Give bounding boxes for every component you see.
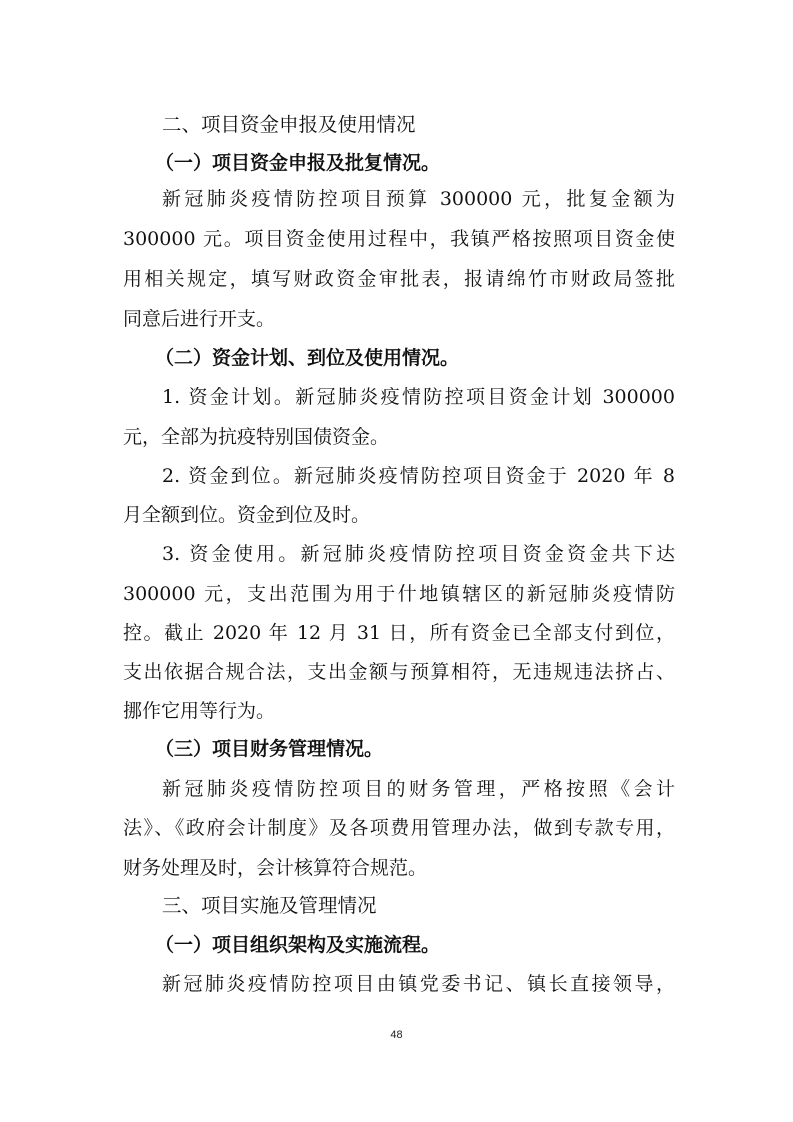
paragraph-line: 月全额到位。资金到位及时。 [123, 504, 371, 526]
subsection-2-3-heading: （三）项目财务管理情况。 [155, 738, 384, 760]
subsection-2-2-heading: （二）资金计划、到位及使用情况。 [155, 347, 460, 369]
paragraph-line: 用相关规定，填写财政资金审批表，报请绵竹市财政局签批 [123, 268, 675, 290]
paragraph-line: 新冠肺炎疫情防控项目由镇党委书记、镇长直接领导， [162, 973, 675, 995]
section-2-heading: 二、项目资金申报及使用情况 [162, 113, 416, 136]
paragraph-line: 3. 资金使用。新冠肺炎疫情防控项目资金资金共下达 [162, 543, 675, 565]
subsection-3-1-heading: （一）项目组织架构及实施流程。 [155, 934, 441, 956]
paragraph-line: 新冠肺炎疫情防控项目预算 300000 元，批复金额为 [162, 188, 675, 210]
paragraph-line: 300000 元，支出范围为用于什地镇辖区的新冠肺炎疫情防 [123, 583, 675, 605]
paragraph-line: 1. 资金计划。新冠肺炎疫情防控项目资金计划 300000 [162, 386, 675, 408]
section-3-heading: 三、项目实施及管理情况 [162, 894, 377, 917]
page-number: 48 [390, 1029, 403, 1041]
paragraph-line: 元，全部为抗疫特别国债资金。 [123, 426, 390, 448]
paragraph-line: 法》、《政府会计制度》及各项费用管理办法，做到专款专用， [123, 817, 675, 839]
paragraph-line: 财务处理及时，会计核算符合规范。 [123, 857, 428, 879]
paragraph-line: 控。截止 2020 年 12 月 31 日，所有资金已全部支付到位， [123, 622, 675, 644]
paragraph-line: 支出依据合规合法，支出金额与预算相符，无违规违法挤占、 [123, 661, 675, 683]
paragraph-line: 同意后进行开支。 [123, 308, 276, 330]
paragraph-line: 新冠肺炎疫情防控项目的财务管理，严格按照《会计 [162, 778, 675, 800]
paragraph-line: 300000 元。项目资金使用过程中，我镇严格按照项目资金使 [123, 228, 675, 250]
paragraph-line: 2. 资金到位。新冠肺炎疫情防控项目资金于 2020 年 8 [162, 465, 675, 487]
subsection-2-1-heading: （一）项目资金申报及批复情况。 [155, 152, 441, 174]
paragraph-line: 挪作它用等行为。 [123, 700, 276, 722]
